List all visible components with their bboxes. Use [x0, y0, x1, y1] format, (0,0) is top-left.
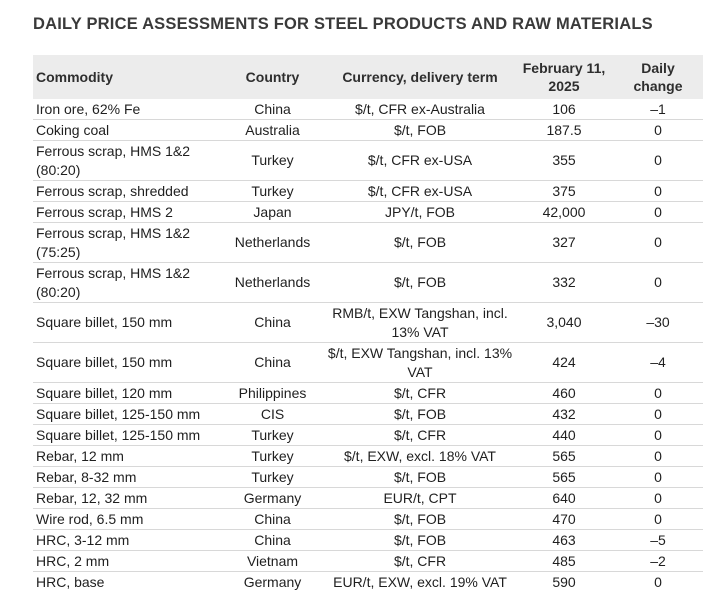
- cell-daily-change: 0: [613, 383, 703, 404]
- cell-price: 3,040: [515, 303, 613, 343]
- cell-daily-change: –1: [613, 99, 703, 120]
- cell-price: 470: [515, 509, 613, 530]
- table-row: [33, 120, 703, 141]
- cell-country: China: [220, 509, 325, 530]
- table-row: [33, 202, 703, 223]
- cell-country: China: [220, 303, 325, 343]
- cell-commodity: Iron ore, 62% Fe: [33, 99, 220, 120]
- cell-currency: RMB/t, EXW Tangshan, incl. 13% VAT: [325, 303, 515, 343]
- table-row: [33, 509, 703, 530]
- cell-country: Turkey: [220, 446, 325, 467]
- table-row: [33, 446, 703, 467]
- cell-daily-change: –4: [613, 343, 703, 383]
- cell-commodity: Rebar, 12, 32 mm: [33, 488, 220, 509]
- table-row: [33, 99, 703, 120]
- table-row: [33, 530, 703, 551]
- cell-currency: $/t, EXW, excl. 18% VAT: [325, 446, 515, 467]
- cell-price: 463: [515, 530, 613, 551]
- cell-daily-change: 0: [613, 488, 703, 509]
- table-header: [33, 55, 703, 99]
- header-daily-change: Daily change: [633, 60, 683, 94]
- cell-currency: $/t, FOB: [325, 509, 515, 530]
- cell-daily-change: 0: [613, 404, 703, 425]
- cell-commodity: Ferrous scrap, shredded: [33, 181, 220, 202]
- cell-currency: $/t, FOB: [325, 530, 515, 551]
- cell-price: 640: [515, 488, 613, 509]
- cell-commodity: HRC, base: [36, 573, 105, 590]
- cell-country: Germany: [220, 488, 325, 509]
- cell-country: China: [220, 343, 325, 383]
- cell-currency: $/t, FOB: [325, 263, 515, 303]
- cell-country: Philippines: [220, 383, 325, 404]
- cell-daily-change: –2: [613, 551, 703, 572]
- cell-country: CIS: [220, 404, 325, 425]
- cell-price: 565: [515, 446, 613, 467]
- table-row: [33, 467, 703, 488]
- table-row: [33, 551, 703, 572]
- cell-daily-change: 0: [613, 141, 703, 181]
- cell-price: 187.5: [515, 120, 613, 141]
- cell-price: 485: [515, 551, 613, 572]
- cell-country: Turkey: [220, 425, 325, 446]
- cell-price: 460: [515, 383, 613, 404]
- table-row: [33, 343, 703, 383]
- cell-commodity: Ferrous scrap, HMS 2: [33, 202, 220, 223]
- cell-currency: $/t, CFR ex-Australia: [325, 99, 515, 120]
- cell-daily-change: 0: [613, 509, 703, 530]
- cell-commodity: Ferrous scrap, HMS 1&2 (80:20): [33, 141, 220, 181]
- cell-price: 565: [515, 467, 613, 488]
- price-table-container: [33, 55, 703, 592]
- cell-daily-change: 0: [613, 263, 703, 303]
- cell-currency: EUR/t, EXW, excl. 19% VAT: [333, 573, 507, 590]
- cell-currency: $/t, CFR: [325, 551, 515, 572]
- table-row: [33, 572, 703, 593]
- cell-currency: $/t, EXW Tangshan, incl. 13% VAT: [325, 343, 515, 383]
- table-row: [33, 404, 703, 425]
- cell-daily-change: 0: [613, 467, 703, 488]
- cell-commodity: HRC, 3-12 mm: [33, 530, 220, 551]
- table-body: [33, 99, 703, 592]
- header-commodity: Commodity: [36, 69, 113, 85]
- cell-price: 355: [515, 141, 613, 181]
- cell-price: 590: [552, 573, 576, 590]
- table-row: [33, 223, 703, 263]
- cell-daily-change: –30: [613, 303, 703, 343]
- cell-currency: EUR/t, CPT: [325, 488, 515, 509]
- cell-commodity: Wire rod, 6.5 mm: [33, 509, 220, 530]
- cell-country: Japan: [220, 202, 325, 223]
- cell-currency: $/t, FOB: [325, 120, 515, 141]
- price-table: [33, 55, 703, 592]
- cell-currency: JPY/t, FOB: [325, 202, 515, 223]
- header-currency: Currency, delivery term: [342, 69, 498, 85]
- header-country: Country: [245, 69, 300, 85]
- cell-daily-change: 0: [613, 425, 703, 446]
- cell-daily-change: 0: [613, 446, 703, 467]
- cell-price: 432: [515, 404, 613, 425]
- cell-country: Australia: [220, 120, 325, 141]
- cell-daily-change: –5: [613, 530, 703, 551]
- cell-commodity: Rebar, 12 mm: [33, 446, 220, 467]
- page-title: DAILY PRICE ASSESSMENTS FOR STEEL PRODUCTS AND RAW MATERIALS: [33, 15, 653, 33]
- cell-currency: $/t, FOB: [325, 467, 515, 488]
- cell-country: Germany: [243, 573, 302, 590]
- cell-price: 332: [515, 263, 613, 303]
- cell-commodity: HRC, 2 mm: [33, 551, 220, 572]
- header-row: [33, 55, 703, 99]
- cell-commodity: Rebar, 8-32 mm: [33, 467, 220, 488]
- header-date: February 11, 2025: [522, 60, 606, 94]
- cell-price: 42,000: [515, 202, 613, 223]
- cell-currency: $/t, CFR: [325, 425, 515, 446]
- cell-price: 424: [515, 343, 613, 383]
- cell-daily-change: 0: [613, 202, 703, 223]
- cell-commodity: Square billet, 150 mm: [33, 303, 220, 343]
- cell-commodity: Square billet, 125-150 mm: [33, 404, 220, 425]
- cell-commodity: Ferrous scrap, HMS 1&2 (80:20): [33, 263, 220, 303]
- cell-country: Turkey: [220, 181, 325, 202]
- cell-price: 375: [515, 181, 613, 202]
- table-row: [33, 181, 703, 202]
- cell-currency: $/t, CFR ex-USA: [325, 141, 515, 181]
- table-row: [33, 383, 703, 404]
- cell-commodity: Square billet, 150 mm: [33, 343, 220, 383]
- cell-daily-change: 0: [613, 120, 703, 141]
- cell-currency: $/t, FOB: [325, 404, 515, 425]
- table-row: [33, 488, 703, 509]
- table-row: [33, 303, 703, 343]
- cell-price: 106: [515, 99, 613, 120]
- cell-country: Vietnam: [220, 551, 325, 572]
- cell-commodity: Ferrous scrap, HMS 1&2 (75:25): [33, 223, 220, 263]
- table-row: [33, 141, 703, 181]
- cell-country: Netherlands: [220, 263, 325, 303]
- cell-daily-change: 0: [613, 181, 703, 202]
- cell-country: China: [220, 99, 325, 120]
- cell-commodity: Square billet, 120 mm: [33, 383, 220, 404]
- cell-daily-change: 0: [654, 573, 662, 590]
- cell-daily-change: 0: [613, 223, 703, 263]
- cell-price: 440: [515, 425, 613, 446]
- table-row: [33, 263, 703, 303]
- cell-currency: $/t, CFR: [325, 383, 515, 404]
- cell-country: Netherlands: [220, 223, 325, 263]
- cell-country: Turkey: [220, 467, 325, 488]
- cell-commodity: Coking coal: [33, 120, 220, 141]
- cell-commodity: Square billet, 125-150 mm: [33, 425, 220, 446]
- cell-price: 327: [515, 223, 613, 263]
- cell-currency: $/t, FOB: [325, 223, 515, 263]
- cell-country: Turkey: [220, 141, 325, 181]
- cell-country: China: [220, 530, 325, 551]
- table-row: [33, 425, 703, 446]
- cell-currency: $/t, CFR ex-USA: [325, 181, 515, 202]
